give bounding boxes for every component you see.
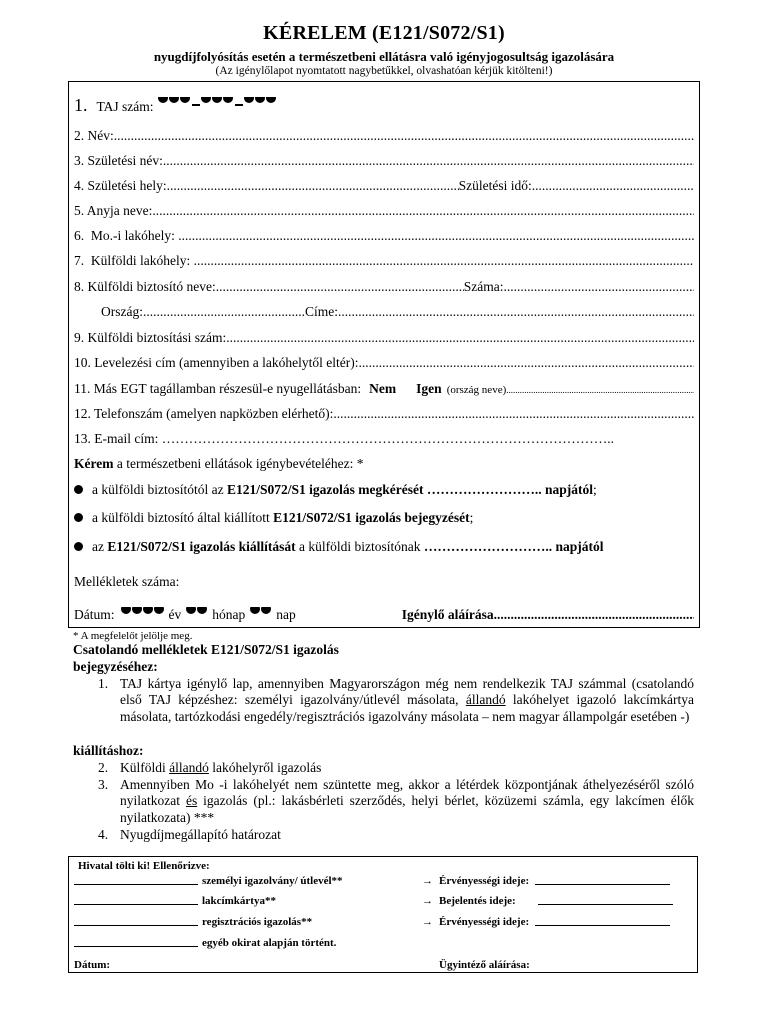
option-punct: ;	[469, 510, 474, 525]
office-row-id-document	[74, 875, 343, 887]
insurer-address-dotted-line[interactable]	[338, 304, 694, 320]
date-label: Dátum:	[74, 607, 115, 622]
attachment-item-3	[98, 777, 694, 826]
taj-digit-boxes[interactable]	[158, 97, 277, 109]
birth-date-label: Születési idő:	[458, 178, 532, 193]
date-fill-line[interactable]: ……………………..	[423, 482, 545, 497]
phone-dotted-line[interactable]	[333, 406, 694, 422]
hungarian-residence-label: 6. Mo.-i lakóhely:	[74, 228, 179, 243]
digit-dot-icon	[132, 607, 142, 614]
office-row-other-document	[74, 937, 336, 949]
taj-index: 1.	[74, 97, 88, 115]
birth-date-dotted-line[interactable]	[532, 178, 694, 194]
item-number: 1.	[98, 676, 109, 691]
year-label: év	[168, 607, 182, 622]
attachment-item-1	[98, 676, 694, 725]
day-label: nap	[276, 607, 296, 622]
item-underlined-text: és	[185, 793, 198, 809]
digit-dot-icon	[154, 607, 164, 614]
digit-dot-icon	[261, 607, 271, 614]
foreign-insurance-number-dotted-line[interactable]	[226, 330, 694, 346]
egt-country-dotted-line[interactable]	[506, 381, 694, 398]
office-row-registration-cert	[74, 916, 312, 928]
mother-name-field[interactable]	[74, 203, 694, 219]
bullet-icon[interactable]	[74, 485, 83, 494]
month-label: hónap	[212, 607, 246, 622]
option-bold-text: E121/S072/S1 igazolás kiállítását	[107, 539, 296, 554]
office-row-label: egyéb okirat alapján történt.	[202, 937, 337, 949]
birth-name-label: 3. Születési név:	[74, 153, 163, 168]
date-fill-line[interactable]: ………………………..	[423, 539, 556, 554]
bullet-icon[interactable]	[74, 542, 83, 551]
digit-dot-icon	[244, 97, 254, 103]
separator-dash	[235, 104, 243, 106]
foreign-insurance-number-field[interactable]	[74, 330, 694, 346]
mother-name-dotted-line[interactable]	[152, 203, 694, 219]
day-digit-boxes[interactable]	[250, 607, 272, 620]
office-use-box	[68, 856, 698, 973]
fill-instruction: (Az igénylőlapot nyomtatott nagybetűkkel, olvashatóan kérjük kitölteni!)	[215, 65, 553, 77]
attachments-subheading-issuance: kiállításhoz:	[73, 743, 144, 758]
arrow-right-icon: →	[422, 895, 433, 907]
phone-label: 12. Telefonszám (amelyen napközben elérhető):	[74, 406, 334, 421]
item-text: lakóhelyről igazolás	[208, 760, 322, 775]
digit-dot-icon	[250, 607, 260, 614]
item-text: TAJ kártya igénylő lap, amennyiben Magyarországon még nem rendelkezik TAJ számmal (csatolandó első TAJ képzéshez: személyi igazolvány/útlevél másolata,	[120, 676, 694, 708]
insurer-country-address-field[interactable]	[101, 304, 694, 320]
digit-dot-icon	[255, 97, 265, 103]
egt-pension-label: 11. Más EGT tagállamban részesül-e nyugellátásban:	[74, 381, 362, 396]
option-issue-certificate[interactable]	[74, 539, 694, 555]
check-underline[interactable]	[74, 925, 198, 926]
attachment-item-2	[98, 760, 694, 776]
date-signature-row	[74, 607, 694, 623]
attachments-heading: Csatolandó mellékletek E121/S072/S1 igazolás	[73, 642, 339, 657]
birth-place-date-field[interactable]	[74, 178, 694, 194]
digit-dot-icon	[158, 97, 168, 103]
form-subtitle: nyugdíjfolyósítás esetén a természetbeni ellátásra való igényjogosultság igazolására	[153, 49, 615, 64]
check-underline[interactable]	[74, 946, 198, 947]
digit-dot-icon	[186, 607, 196, 614]
mailing-address-label: 10. Levelezési cím (amennyiben a lakóhelytől eltér):	[74, 355, 359, 370]
application-form-box	[68, 81, 700, 628]
mailing-address-field[interactable]	[74, 355, 694, 371]
country-hint: (ország neve)	[446, 384, 507, 396]
digit-dot-icon	[121, 607, 131, 614]
phone-field[interactable]	[74, 406, 694, 422]
email-dotted-line[interactable]: ………………………………………………………………………………………..	[161, 431, 614, 446]
arrow-right-icon: →	[422, 875, 433, 887]
office-row-right-label: Bejelentés ideje:	[439, 895, 516, 907]
digit-dot-icon	[223, 97, 233, 103]
registration-date-underline[interactable]	[538, 904, 673, 905]
item-number: 3.	[98, 777, 109, 792]
digit-dot-icon	[212, 97, 222, 103]
birth-place-label: 4. Születési hely:	[74, 178, 167, 193]
taj-number-field[interactable]	[74, 97, 694, 115]
option-yes[interactable]: Igen	[416, 381, 442, 396]
officer-signature-label: Ügyintéző aláírása:	[439, 959, 530, 971]
option-register-certificate[interactable]	[74, 510, 694, 526]
item-text: lakóhelyet igazoló lakcímkártya másolata, tartózkodási engedély/regisztrációs igazolvány másolata – nem magyar állampolgár esetében -)	[120, 692, 694, 724]
name-dotted-line[interactable]	[114, 128, 694, 144]
taj-label: TAJ szám:	[96, 99, 154, 114]
option-request-certificate[interactable]	[74, 482, 694, 498]
option-bold-text: E121/S072/S1 igazolás megkérését	[226, 482, 424, 497]
item-text: igazolás (pl.: lakásbérleti szerződés, helyi bérlet, közüzemi számla, egy lakcímen élők nyilatkozata) ***	[120, 793, 694, 825]
foreign-residence-field[interactable]	[74, 253, 694, 269]
arrow-right-icon: →	[422, 916, 433, 928]
form-title: KÉRELEM (E121/S072/S1)	[263, 22, 505, 44]
footnote: * A megfelelőt jelölje meg.	[73, 630, 193, 642]
office-row-id-validity	[422, 875, 670, 887]
option-date-suffix: napjától	[544, 482, 593, 497]
digit-dot-icon	[180, 97, 190, 103]
insurer-address-label: Címe:	[304, 304, 338, 319]
request-keyword: Kérem	[74, 456, 114, 471]
foreign-insurer-dotted-line[interactable]	[216, 279, 464, 295]
foreign-insurer-label: 8. Külföldi biztosító neve:	[74, 279, 216, 294]
office-row-cert-validity	[422, 916, 670, 928]
attachments-subheading-registration: bejegyzéséhez:	[73, 659, 158, 674]
birth-name-field[interactable]	[74, 153, 694, 169]
option-text: a külföldi biztosítótól az	[92, 482, 227, 497]
attachments-count-label: Mellékletek száma:	[74, 574, 180, 589]
month-digit-boxes[interactable]	[186, 607, 208, 620]
option-text: a külföldi biztosító által kiállított	[92, 510, 274, 525]
validity-underline[interactable]	[535, 884, 670, 885]
applicant-signature-label: Igénylő aláírása	[401, 607, 494, 622]
office-row-label: regisztrációs igazolás**	[202, 916, 313, 928]
mailing-address-dotted-line[interactable]	[359, 355, 694, 371]
foreign-insurer-field[interactable]	[74, 279, 694, 295]
office-row-address-card	[74, 895, 276, 907]
hungarian-residence-field[interactable]	[74, 228, 694, 244]
office-row-label: személyi igazolvány/ útlevél**	[202, 875, 343, 887]
insurer-number-dotted-line[interactable]	[503, 279, 694, 295]
request-intro-text: a természetbeni ellátások igénybevételéhez: *	[113, 456, 364, 471]
insurer-number-label: Száma:	[463, 279, 504, 294]
item-text: Külföldi	[120, 760, 170, 775]
signature-dotted-line[interactable]	[494, 607, 694, 623]
item-number: 2.	[98, 760, 109, 775]
digit-dot-icon	[143, 607, 153, 614]
item-number: 4.	[98, 827, 109, 842]
birth-place-dotted-line[interactable]	[167, 178, 459, 194]
year-digit-boxes[interactable]	[121, 607, 165, 620]
check-underline[interactable]	[74, 904, 198, 905]
hungarian-residence-dotted-line[interactable]	[178, 228, 694, 244]
egt-pension-field[interactable]	[74, 381, 694, 398]
check-underline[interactable]	[74, 884, 198, 885]
digit-dot-icon	[169, 97, 179, 103]
attachments-count-field[interactable]	[74, 574, 694, 590]
option-punct: ;	[592, 482, 597, 497]
digit-dot-icon	[201, 97, 211, 103]
item-text: Amennyiben Mo -i lakóhelyét nem szüntette meg, akkor a létérdek központjának áthelyezéséről szóló nyilatkozat	[120, 777, 694, 809]
digit-dot-icon	[197, 607, 207, 614]
option-bold-text: E121/S072/S1 igazolás bejegyzését	[273, 510, 470, 525]
attachment-item-4	[98, 827, 694, 843]
foreign-residence-dotted-line[interactable]	[194, 253, 694, 269]
office-row-right-label: Érvényességi ideje:	[439, 916, 530, 928]
foreign-insurance-number-label: 9. Külföldi biztosítási szám:	[74, 330, 227, 345]
birth-name-dotted-line[interactable]	[163, 153, 694, 169]
name-field[interactable]	[74, 128, 694, 144]
item-text: Nyugdíjmegállapító határozat	[120, 827, 281, 842]
office-date-label: Dátum:	[74, 959, 111, 971]
email-field[interactable]	[74, 431, 694, 447]
option-mid-text: a külföldi biztosítónak	[295, 539, 424, 554]
office-row-registration-date	[422, 895, 673, 907]
item-underlined-text: állandó	[169, 760, 209, 775]
option-no[interactable]: Nem	[369, 381, 397, 396]
option-text: az	[92, 539, 108, 554]
foreign-residence-label: 7. Külföldi lakóhely:	[74, 253, 194, 268]
request-intro	[74, 456, 694, 472]
item-underlined-text: állandó	[465, 692, 506, 708]
mother-name-label: 5. Anyja neve:	[74, 203, 153, 218]
option-date-suffix: napjától	[555, 539, 604, 554]
bullet-icon[interactable]	[74, 513, 83, 522]
email-label: 13. E-mail cím:	[74, 431, 162, 446]
name-label: 2. Név:	[74, 128, 114, 143]
office-row-right-label: Érvényességi ideje:	[439, 875, 530, 887]
insurer-country-dotted-line[interactable]	[143, 304, 305, 320]
office-row-label: lakcímkártya**	[202, 895, 276, 907]
office-title: Hivatal tölti ki! Ellenőrizve:	[78, 860, 210, 872]
digit-dot-icon	[266, 97, 276, 103]
insurer-country-label: Ország:	[101, 304, 143, 319]
separator-dash	[192, 104, 200, 106]
validity-underline[interactable]	[535, 925, 670, 926]
